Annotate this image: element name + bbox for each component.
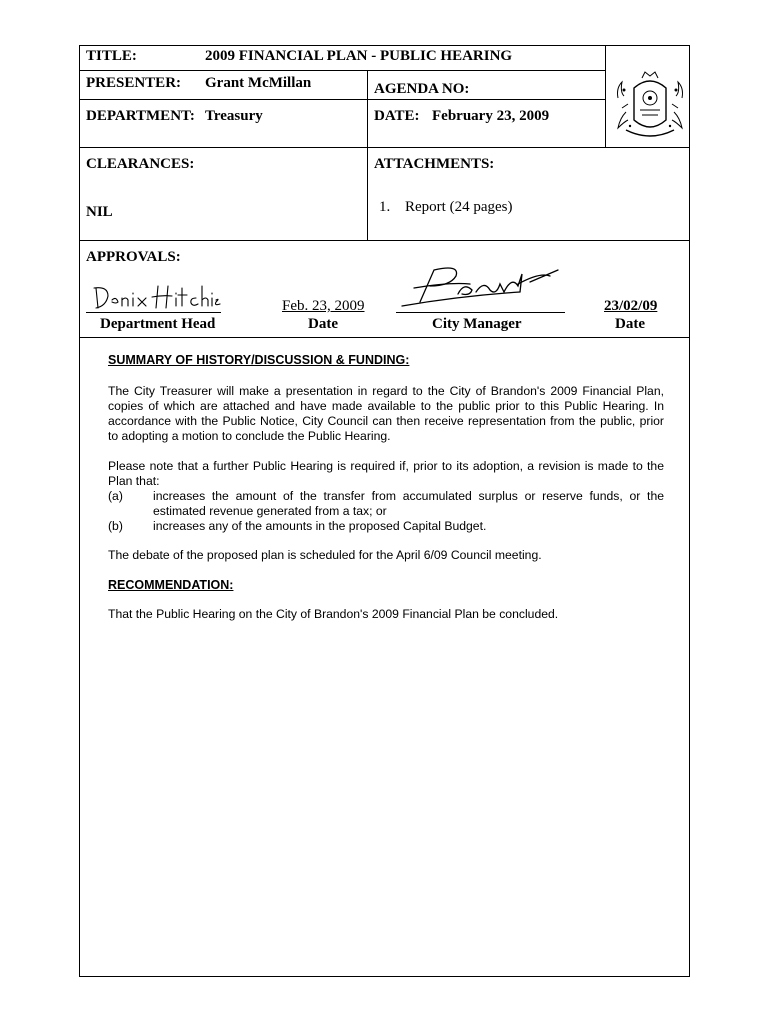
summary-heading: SUMMARY OF HISTORY/DISCUSSION & FUNDING: (108, 353, 410, 367)
divider (605, 45, 606, 147)
recommendation-text: That the Public Hearing on the City of Brandon's 2009 Financial Plan be concluded. (108, 607, 559, 621)
presenter-label: PRESENTER: (86, 75, 182, 91)
city-manager-caption: City Manager (432, 316, 522, 332)
list-text: increases the amount of the transfer from accumulated surplus or reserve funds, or the estimated revenue generated from a tax; or (153, 489, 664, 518)
recommendation-heading: RECOMMENDATION: (108, 578, 234, 592)
title-value: 2009 FINANCIAL PLAN - PUBLIC HEARING (205, 48, 513, 64)
city-seal-icon (612, 68, 688, 144)
divider (79, 337, 690, 338)
summary-paragraph-2: Please note that a further Public Hearing is required if, prior to its adoption, a revision is made to the Plan that: (108, 459, 664, 488)
divider (79, 147, 690, 148)
summary-paragraph-3: The debate of the proposed plan is scheduled for the April 6/09 Council meeting. (108, 548, 542, 562)
department-head-caption: Department Head (100, 316, 216, 332)
list-text: increases any of the amounts in the proposed Capital Budget. (153, 519, 487, 533)
city-manager-date-caption: Date (615, 316, 645, 332)
approvals-label: APPROVALS: (86, 249, 181, 265)
clearances-value: NIL (86, 204, 113, 220)
department-date-caption: Date (308, 316, 338, 332)
attachments-label: ATTACHMENTS: (374, 156, 495, 172)
clearances-label: CLEARANCES: (86, 156, 195, 172)
attachment-item: Report (24 pages) (405, 199, 513, 215)
city-manager-date-value: 23/02/09 (604, 298, 658, 314)
attachment-number: 1. (379, 199, 391, 215)
divider (79, 70, 606, 71)
signature-line (396, 312, 565, 313)
department-date-value: Feb. 23, 2009 (282, 298, 365, 314)
date-value: February 23, 2009 (432, 108, 550, 124)
divider (367, 70, 368, 240)
city-manager-signature (400, 262, 565, 312)
agenda-label: AGENDA NO: (374, 81, 470, 97)
title-label: TITLE: (86, 48, 137, 64)
list-item (108, 519, 664, 534)
list-marker: (b) (108, 519, 123, 533)
date-label: DATE: (374, 108, 420, 124)
signature-line (86, 312, 221, 313)
department-value: Treasury (205, 108, 263, 124)
department-label: DEPARTMENT: (86, 108, 195, 124)
list-marker: (a) (108, 489, 123, 503)
presenter-value: Grant McMillan (205, 75, 312, 91)
department-head-signature (92, 282, 222, 312)
divider (79, 240, 690, 241)
summary-paragraph-1: The City Treasurer will make a presentation in regard to the City of Brandon's 2009 Financial Plan, copies of which are attached and have made available to the public prior to this Public Hearing. In accordance with the Public Notice, City Council can then receive representation from the public, prior to adopting a motion to conclude the Public Hearing. (108, 384, 664, 443)
list-item (108, 489, 664, 519)
divider (79, 99, 606, 100)
